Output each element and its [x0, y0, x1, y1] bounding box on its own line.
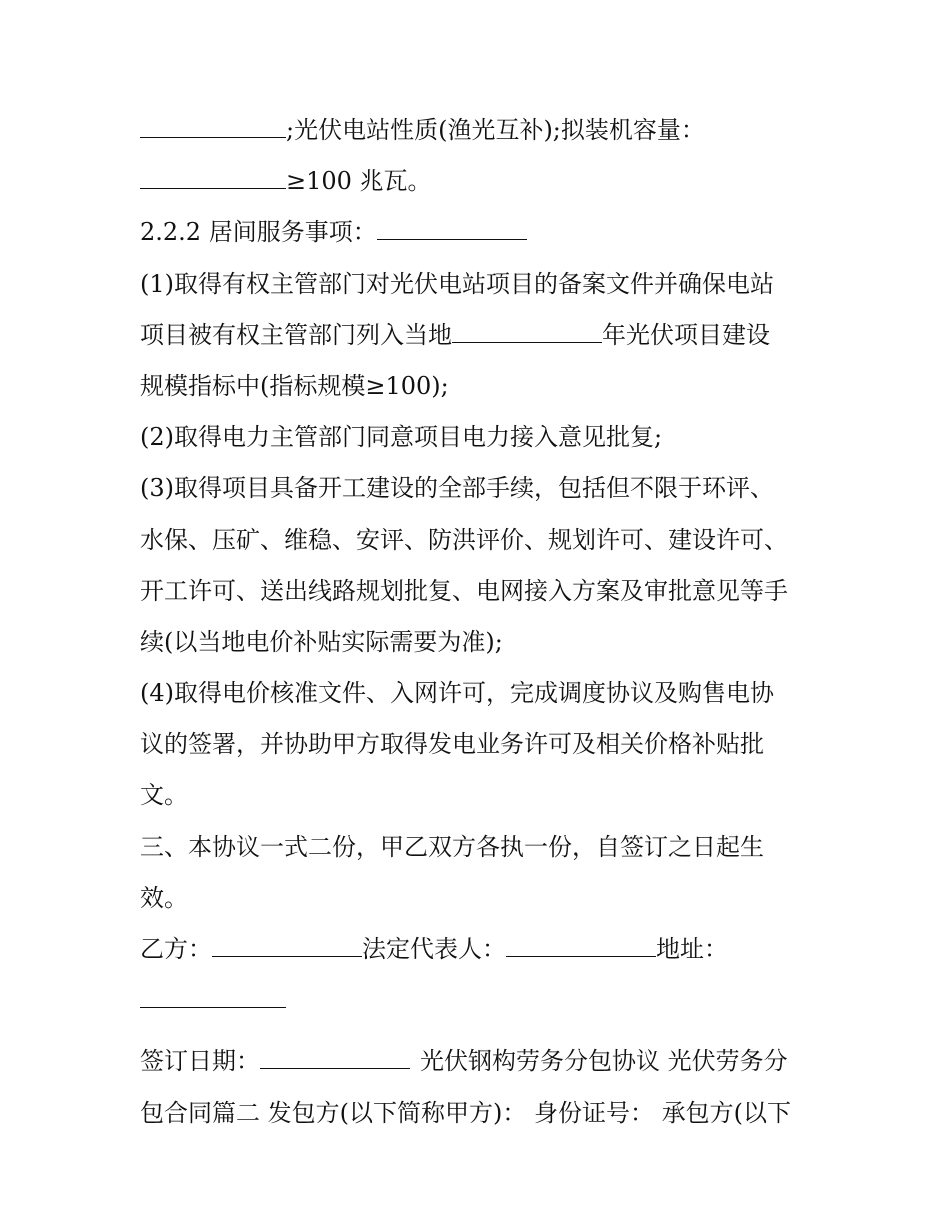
line-text-after: 年光伏项目建设: [602, 320, 770, 349]
sign-date-blank[interactable]: [260, 1048, 410, 1069]
legal-rep-blank[interactable]: [506, 936, 656, 957]
legal-rep-label: 法定代表人：: [362, 935, 506, 963]
text-line-19: [140, 1039, 820, 1090]
text-line-2: [140, 159, 820, 210]
text-line-7: [140, 415, 820, 466]
text-line-3: [140, 210, 820, 261]
line-text: ≥100 兆瓦。: [286, 167, 432, 196]
line-text-before: 项目被有权主管部门列入当地: [140, 320, 452, 349]
text-line-4: [140, 262, 820, 313]
line-text: 水保、压矿、维稳、安评、防洪评价、规划许可、建设许可、: [140, 525, 788, 554]
text-line-16: [140, 876, 820, 927]
line-text: 文。: [140, 781, 188, 810]
fill-in-blank[interactable]: [140, 117, 286, 138]
text-line-14: [140, 773, 820, 824]
party-b-label: 乙方：: [140, 935, 212, 963]
text-line-6: [140, 364, 820, 415]
line-text: ;光伏电站性质(渔光互补);拟装机容量：: [286, 116, 705, 144]
fill-in-blank[interactable]: [452, 322, 602, 343]
line-text: (2)取得电力主管部门同意项目电力接入意见批复;: [140, 423, 663, 452]
text-line-11: [140, 620, 820, 671]
section-heading: 2.2.2 居间服务事项：: [140, 218, 377, 247]
text-line-10: [140, 569, 820, 620]
line-text-after: 光伏钢构劳务分包协议 光伏劳务分: [420, 1047, 788, 1076]
text-line-8: [140, 466, 820, 517]
line-text: 开工许可、送出线路规划批复、电网接入方案及审批意见等手: [140, 576, 788, 605]
text-line-1: [140, 108, 820, 159]
line-text: 规模指标中(指标规模≥100);: [140, 371, 449, 400]
text-line-18: [140, 978, 820, 1029]
document-body: [140, 108, 820, 1142]
text-line-5: [140, 313, 820, 364]
text-line-20: [140, 1091, 820, 1142]
party-b-blank[interactable]: [212, 936, 362, 957]
sign-date-label: 签订日期：: [140, 1047, 260, 1076]
line-text: 效。: [140, 883, 188, 912]
address-label: 地址：: [656, 935, 728, 963]
text-line-13: [140, 722, 820, 773]
fill-in-blank[interactable]: [377, 219, 527, 240]
text-line-15: [140, 825, 820, 876]
line-text: 三、本协议一式二份，甲乙双方各执一份，自签订之日起生: [140, 832, 764, 861]
line-text: 续(以当地电价补贴实际需要为准);: [140, 627, 503, 656]
text-line-17: [140, 927, 820, 978]
text-line-12: [140, 671, 820, 722]
line-text: (1)取得有权主管部门对光伏电站项目的备案文件并确保电站: [140, 269, 774, 298]
text-line-9: [140, 518, 820, 569]
address-blank[interactable]: [140, 987, 286, 1008]
line-text: 议的签署，并协助甲方取得发电业务许可及相关价格补贴批: [140, 730, 764, 759]
line-text: (4)取得电价核准文件、入网许可，完成调度协议及购售电协: [140, 679, 774, 708]
line-text: (3)取得项目具备开工建设的全部手续，包括但不限于环评、: [140, 474, 774, 503]
fill-in-blank[interactable]: [140, 168, 286, 189]
line-text: 包合同篇二 发包方(以下简称甲方)： 身份证号： 承包方(以下: [140, 1098, 791, 1127]
